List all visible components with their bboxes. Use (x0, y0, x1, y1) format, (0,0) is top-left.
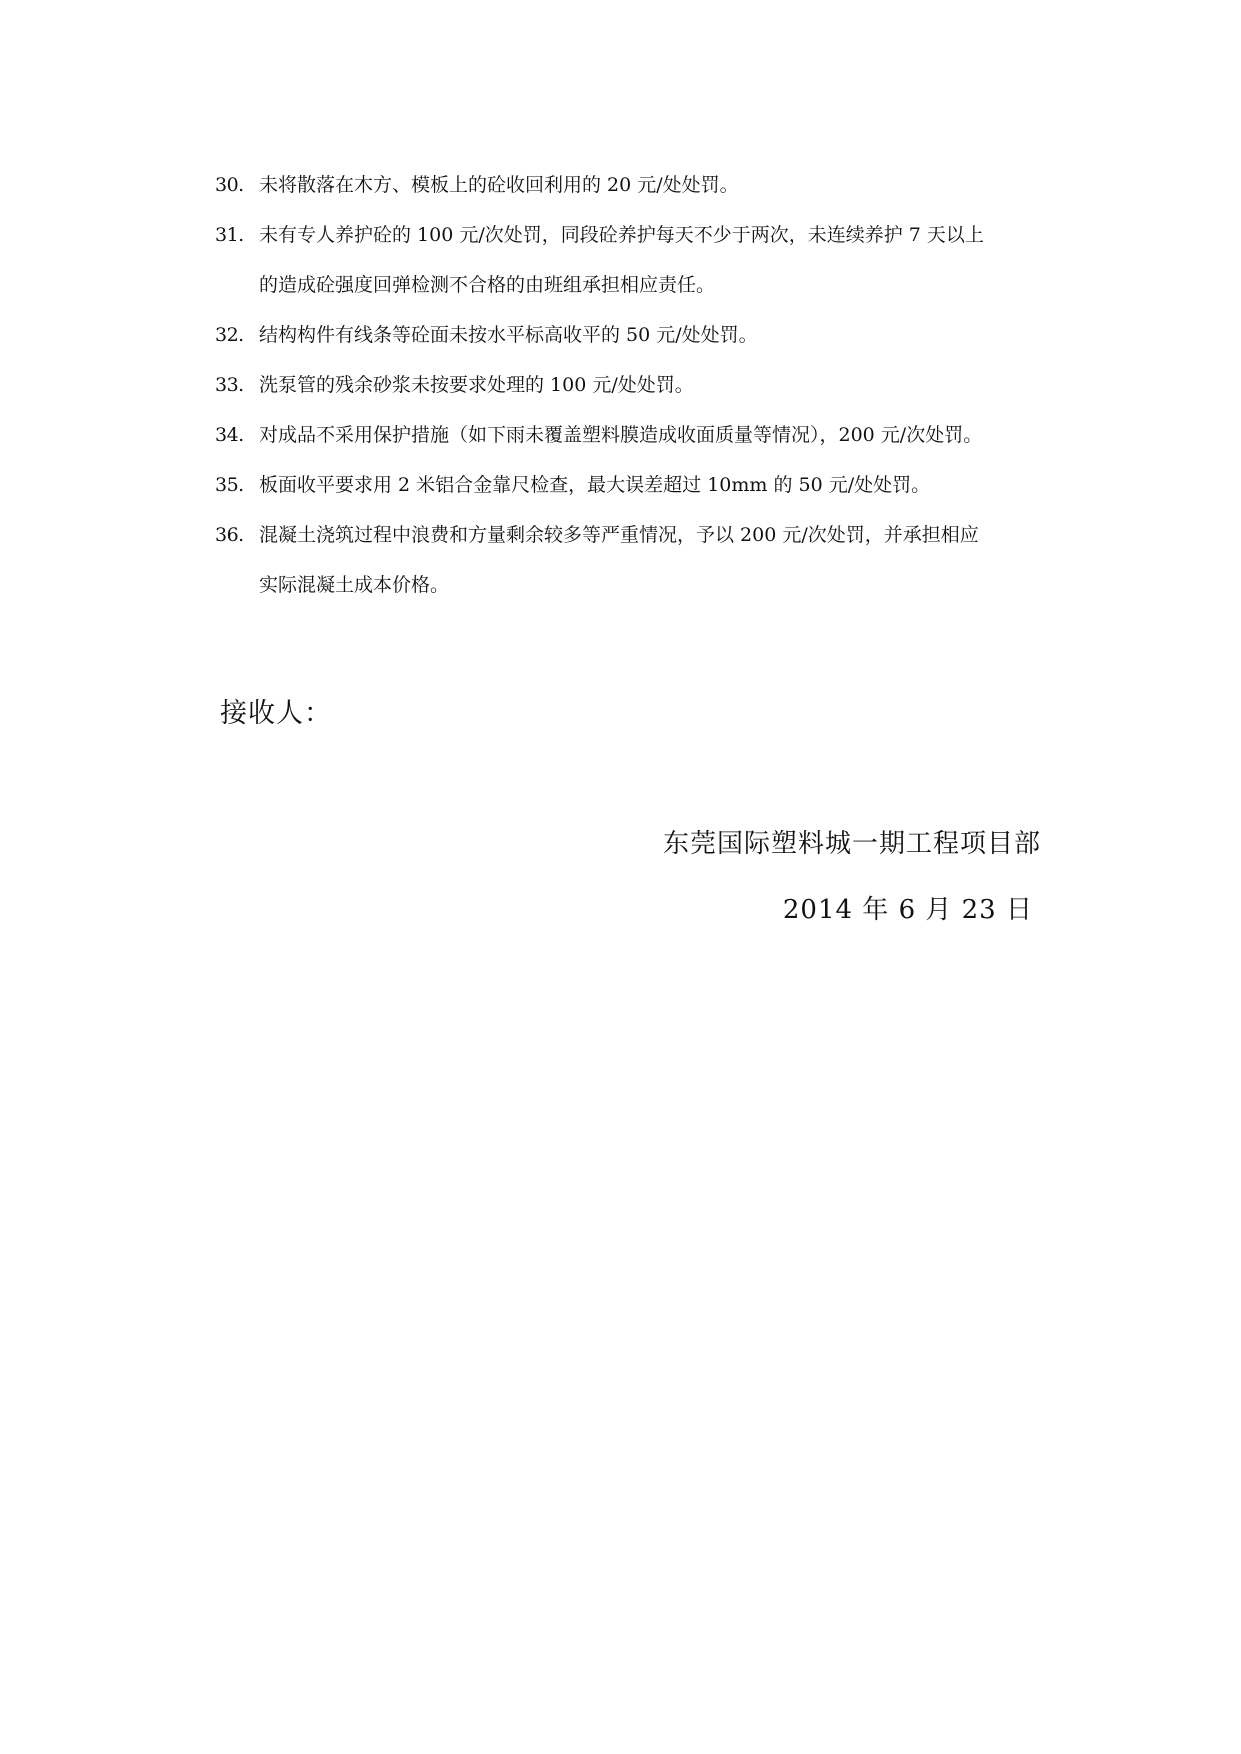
rule-item-32 (215, 310, 1065, 360)
rule-item-33 (215, 360, 1065, 410)
rule-text: 混凝土浇筑过程中浪费和方量剩余较多等严重情况，予以 200 元/次处罚，并承担相应 (259, 524, 979, 546)
rule-text: 未将散落在木方、模板上的砼收回利用的 20 元/处处罚。 (259, 174, 739, 196)
rule-item-34 (215, 410, 1065, 460)
rule-text: 洗泵管的残余砂浆未按要求处理的 100 元/处处罚。 (259, 374, 694, 396)
rule-number: 33. (215, 374, 244, 396)
rule-item-35 (215, 460, 1065, 510)
rule-item-36 (215, 510, 1065, 610)
rule-number: 32. (215, 324, 244, 346)
penalty-rules-list (215, 160, 1065, 610)
rule-item-30 (215, 160, 1065, 210)
signature-organization: 东莞国际塑料城一期工程项目部 (662, 829, 1041, 859)
rule-number: 36. (215, 524, 244, 546)
rule-number: 34. (215, 424, 244, 446)
signature-date: 2014 年 6 月 23 日 (782, 895, 1033, 925)
rule-number: 31. (215, 224, 244, 246)
rule-item-31 (215, 210, 1065, 310)
rule-text: 结构构件有线条等砼面未按水平标高收平的 50 元/处处罚。 (259, 324, 758, 346)
rule-text: 对成品不采用保护措施（如下雨未覆盖塑料膜造成收面质量等情况），200 元/次处罚。 (259, 424, 983, 446)
rule-number: 35. (215, 474, 244, 496)
rule-text: 板面收平要求用 2 米铝合金靠尺检查，最大误差超过 10mm 的 50 元/处处罚。 (259, 474, 931, 496)
rule-text-continued: 实际混凝土成本价格。 (259, 574, 450, 596)
rule-text: 未有专人养护砼的 100 元/次处罚，同段砼养护每天不少于两次，未连续养护 7 天以上 (259, 224, 984, 246)
rule-text-continued: 的造成砼强度回弹检测不合格的由班组承担相应责任。 (259, 274, 716, 296)
receiver-label: 接收人： (220, 698, 332, 729)
rule-number: 30. (215, 174, 244, 196)
